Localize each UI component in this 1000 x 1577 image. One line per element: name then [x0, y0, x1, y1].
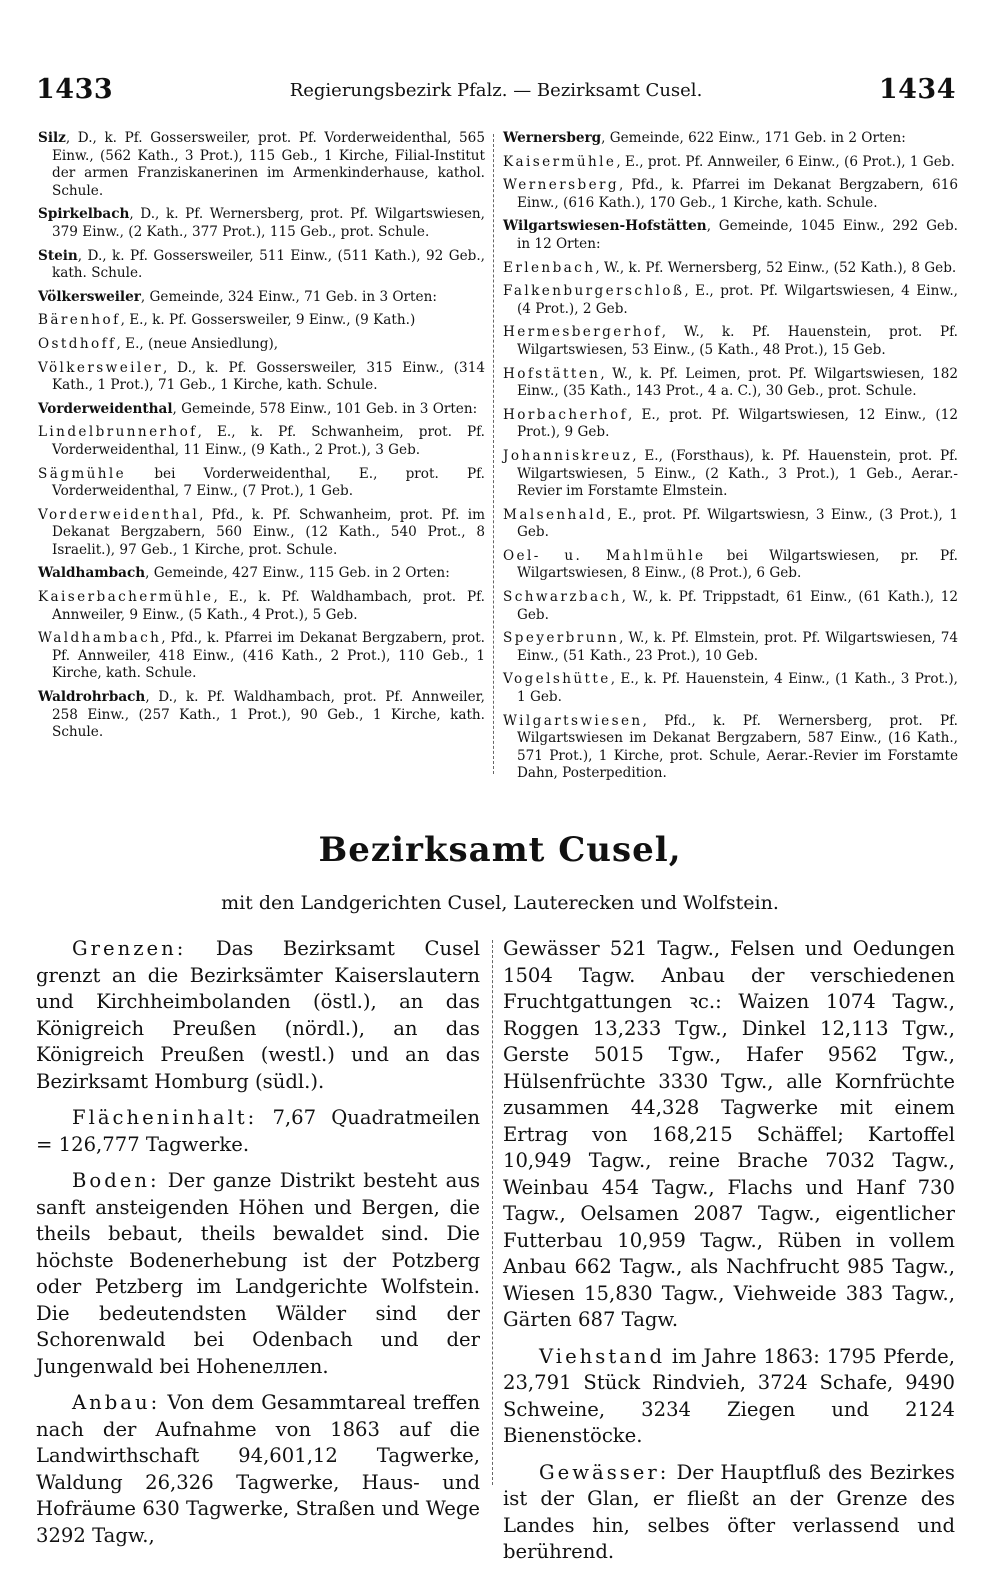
place-name: Wernersberg [503, 177, 620, 194]
gazetteer-entry [503, 448, 958, 501]
paragraph-label: Flächeninhalt: [72, 1106, 258, 1129]
place-name: Lindelbrunnerhof [38, 424, 198, 441]
gazetteer-entry [38, 360, 485, 395]
place-name: Horbacherhof [503, 406, 629, 423]
left-gazetteer-column [38, 130, 485, 748]
entry-details: , Gemeinde, 578 Einw., 101 Geb. in 3 Orten: [172, 400, 478, 417]
entry-details: bei Vorderweidenthal, E., prot. Pf. Vorderweidenthal, 7 Einw., (7 Prot.), 1 Geb. [52, 465, 485, 500]
paragraph-text: Von dem Gesammtareal treffen nach der Aufnahme von 1863 auf die Landwirthschaft 94,601,12 Tagwerke, Waldung 26,326 Tagwerke, Haus- und Hofräume 630 Tagwerke, Straßen und Wege 3292 Tagw., [36, 1391, 480, 1547]
paragraph-text: im Jahre 1863: 1795 Pferde, 23,791 Stück Rindvieh, 3724 Schafe, 9490 Schweine, 3234 Ziegen und 2124 Bienenstöcke. [503, 1344, 955, 1447]
place-name: Völkersweiler [38, 359, 163, 376]
body-paragraph [503, 1344, 955, 1450]
gazetteer-entry [38, 507, 485, 560]
gazetteer-entry [503, 548, 958, 583]
entry-details: , Pfd., k. Pfarrei im Dekanat Bergzabern, 616 Einw., (616 Kath.), 170 Geb., 1 Kirche, kath. Schule. [517, 177, 958, 211]
page-header [36, 74, 956, 114]
gazetteer-entry [503, 671, 958, 706]
place-name: Bärenhof [38, 312, 121, 329]
entry-details: , E., k. Pf. Schwanheim, prot. Pf. Vorderweidenthal, 11 Einw., (9 Kath., 2 Prot.), 3 Geb. [52, 424, 485, 458]
gazetteer-entry [38, 401, 485, 419]
gazetteer-entry [503, 177, 958, 212]
entry-details: , E., prot. Pf. Wilgartswiesn, 3 Einw., (3 Prot.), 1 Geb. [517, 506, 958, 541]
body-paragraph [36, 936, 480, 1095]
entry-details: , E., prot. Pf. Annweiler, 6 Einw., (6 Prot.), 1 Geb. [616, 153, 955, 170]
body-paragraph [36, 1168, 480, 1380]
entry-details: , D., k. Pf. Gossersweiler, 315 Einw., (314 Kath., 1 Prot.), 71 Geb., 1 Kirche, kath. Schule. [52, 359, 485, 394]
gazetteer-entry [38, 689, 485, 742]
gazetteer-entry [503, 366, 958, 401]
section-subtitle: mit den Landgerichten Cusel, Lauterecken und Wolfstein. [221, 892, 779, 914]
gazetteer-entry [38, 630, 485, 683]
gazetteer-entry [503, 260, 958, 278]
gazetteer-entry [38, 289, 485, 307]
paragraph-text: Gewässer 521 Tagw., Felsen und Oedungen 1504 Tagw. Anbau der verschiedenen Fruchtgattungen ꝛc.: Waizen 1074 Tagw., Roggen 13,233 Tgw., Dinkel 12,113 Tgw., Gerste 5015 Tgw., Hafer 9562 Tgw., Hülsenfrüchte 3330 Tgw., alle Kornfrüchte zusammen 44,328 Tagwerke mit einem Ertrag von 168,215 Schäffel; Kartoffel 10,949 Tagw., reine Brache 7032 Tagw., Weinbau 454 Tagw., Flachs und Hanf 730 Tagw., Oelsamen 2087 Tagw., eigentlicher Futterbau 10,959 Tagw., Rüben in vollem Anbau 662 Tagw., als Nachfrucht 985 Tagw., Wiesen 15,830 Tagw., Viehweide 383 Tagw., Gärten 687 Tagw. [503, 937, 955, 1331]
gazetteer-entry [38, 336, 485, 354]
entry-details: , Gemeinde, 1045 Einw., 292 Geb. in 12 Orten: [517, 218, 958, 252]
place-name: Vorderweidenthal [38, 506, 200, 523]
page-number-left: 1433 [36, 74, 114, 105]
entry-details: , W., k. Pf. Trippstadt, 61 Einw., (61 Kath.), 12 Geb. [517, 589, 958, 623]
entry-details: , E., (neue Ansiedlung), [116, 335, 279, 352]
body-column-divider [492, 940, 493, 1485]
gazetteer-entry [503, 630, 958, 665]
gazetteer-entry [503, 130, 958, 148]
place-name: Waldrohrbach [38, 689, 146, 706]
place-name: Speyerbrunn [503, 630, 620, 647]
place-name: Silz [38, 130, 66, 146]
place-name: Schwarzbach [503, 589, 622, 606]
entry-details: , Pfd., k. Pf. Wernersberg, prot. Pf. Wilgartswiesen im Dekanat Bergzabern, 587 Einw., (16 Kath., 571 Prot.), 1 Kirche, prot. Schule, Aerar.-Revier im Forstamte Dahn, Posterpedition. [517, 712, 958, 782]
place-name: Kaiserbachermühle [38, 589, 214, 606]
body-paragraph [36, 1390, 480, 1549]
entry-details: , E., k. Pf. Gossersweiler, 9 Einw., (9 Kath.) [120, 312, 416, 329]
entry-details: , Gemeinde, 324 Einw., 71 Geb. in 3 Orten: [140, 288, 437, 305]
entry-details: , Pfd., k. Pfarrei im Dekanat Bergzabern, prot. Pf. Annweiler, 418 Einw., (416 Kath., 2 Prot.), 110 Geb., 1 Kirche, kath. Schule. [52, 630, 485, 682]
gazetteer-entry [503, 154, 958, 172]
body-paragraph [503, 936, 955, 1334]
entry-details: , E., k. Pf. Hauenstein, 4 Einw., (1 Kath., 3 Prot.), 1 Geb. [517, 671, 958, 706]
paragraph-label: Viehstand [539, 1344, 666, 1368]
entry-details: , E., (Forsthaus), k. Pf. Hauenstein, prot. Pf. Wilgartswiesen, 5 Einw., (2 Kath., 3 Prot.), 1 Geb., Aerar.-Revier im Forstamte Elmstein. [517, 447, 958, 500]
paragraph-text: Der ganze Distrikt besteht aus sanft ansteigenden Höhen und Bergen, die theils bebaut, theils bewaldet sind. Die höchste Bodenerhebung ist der Potzberg oder Petzberg im Landgerichte Wolfstein. Die bedeutendsten Wälder sind der Schorenwald bei Odenbach und der Jungenwald bei Hoheneллen. [36, 1169, 480, 1378]
section-title: Bezirksamt Cusel, [318, 830, 682, 870]
paragraph-label: Anbau: [72, 1391, 161, 1414]
entry-details: , Pfd., k. Pf. Schwanheim, prot. Pf. im Dekanat Bergzabern, 560 Einw., (12 Kath., 540 Prot., 8 Israelit.), 97 Geb., 1 Kirche, prot. Schule. [52, 506, 485, 558]
paragraph-label: Grenzen: [72, 937, 187, 960]
place-name: Wilgartswiesen [503, 712, 643, 729]
place-name: Hermesbergerhof [503, 324, 662, 341]
paragraph-text: 7,67 Quadratmeilen = 126,777 Tagwerke. [36, 1106, 480, 1156]
place-name: Spirkelbach [38, 206, 130, 223]
place-name: Waldhambach [38, 630, 162, 647]
entry-details: bei Wilgartswiesen, pr. Pf. Wilgartswiesen, 8 Einw., (8 Prot.), 6 Geb. [517, 547, 958, 582]
paragraph-text: Der Hauptfluß des Bezirkes ist der Glan, er fließt an der Grenze des Landes hin, selbes öfter verlassend und berührend. [503, 1460, 955, 1563]
entry-details: , D., k. Pf. Gossersweiler, 511 Einw., (511 Kath.), 92 Geb., kath. Schule. [52, 247, 485, 282]
entry-details: , W., k. Pf. Hauenstein, prot. Pf. Wilgartswiesen, 53 Einw., (5 Kath., 48 Prot.), 15 Geb. [517, 324, 958, 358]
gazetteer-entry [503, 507, 958, 542]
gazetteer-entry [38, 312, 485, 330]
place-name: Johanniskreuz [503, 447, 633, 464]
entry-details: , D., k. Pf. Gossersweiler, prot. Pf. Vorderweidenthal, 565 Einw., (562 Kath., 3 Prot.), 115 Geb., 1 Kirche, Filial-Institut der armen Franziskanerinen im Armenkinderhause, kathol. Schule. [52, 130, 485, 199]
gazetteer-entry [38, 565, 485, 583]
page-number-right: 1434 [878, 74, 956, 105]
column-divider [493, 134, 494, 774]
gazetteer-entry [503, 283, 958, 318]
place-name: Vogelshütte [503, 671, 611, 688]
place-name: Erlenbach [503, 259, 596, 276]
place-name: Oel- u. Mahlmühle [503, 547, 706, 564]
gazetteer-entry [38, 130, 485, 200]
gazetteer-entry [38, 424, 485, 459]
body-text-right [503, 936, 955, 1576]
paragraph-label: Gewässer: [539, 1460, 670, 1484]
entry-details: , E., prot. Pf. Wilgartswiesen, 4 Einw., (4 Prot.), 2 Geb. [517, 283, 958, 317]
place-name: Wilgartswiesen-Hofstätten [503, 218, 707, 235]
entry-details: , D., k. Pf. Wernersberg, prot. Pf. Wilgartswiesen, 379 Einw., (2 Kath., 377 Prot.), 115 Geb., prot. Schule. [52, 206, 485, 240]
entry-details: , Gemeinde, 622 Einw., 171 Geb. in 2 Orten: [601, 130, 906, 146]
gazetteer-entry [38, 466, 485, 501]
gazetteer-entry [503, 713, 958, 783]
entry-details: , E., k. Pf. Waldhambach, prot. Pf. Annweiler, 9 Einw., (5 Kath., 4 Prot.), 5 Geb. [52, 589, 485, 623]
entry-details: , E., prot. Pf. Wilgartswiesen, 12 Einw., (12 Prot.), 9 Geb. [517, 406, 958, 441]
body-paragraph [503, 1460, 955, 1566]
place-name: Waldhambach [38, 565, 146, 582]
paragraph-text: Das Bezirksamt Cusel grenzt an die Bezirksämter Kaiserslautern und Kirchheimbolanden (östl.), an das Königreich Preußen (nördl.), an das Königreich Preußen (westl.) und an das Bezirksamt Homburg (südl.). [36, 937, 480, 1093]
place-name: Völkersweiler [38, 288, 141, 305]
place-name: Falkenburgerschloß [503, 283, 685, 300]
gazetteer-entry [38, 589, 485, 624]
gazetteer-entry [503, 407, 958, 442]
entry-details: , Gemeinde, 427 Einw., 115 Geb. in 2 Orten: [145, 565, 450, 582]
entry-details: , W., k. Pf. Leimen, prot. Pf. Wilgartswiesen, 182 Einw., (35 Kath., 143 Prot., 4 a. C.), 30 Geb., prot. Schule. [517, 365, 958, 400]
gazetteer-entry [503, 324, 958, 359]
right-gazetteer-column [503, 130, 958, 789]
gazetteer-entry [38, 206, 485, 241]
paragraph-label: Boden: [72, 1169, 160, 1192]
entry-details: , D., k. Pf. Waldhambach, prot. Pf. Annweiler, 258 Einw., (257 Kath., 1 Prot.), 90 Geb., 1 Kirche, kath. Schule. [52, 689, 485, 741]
entry-details: , W., k. Pf. Wernersberg, 52 Einw., (52 Kath.), 8 Geb. [595, 259, 957, 276]
place-name: Hofstätten [503, 365, 601, 382]
place-name: Stein [38, 247, 78, 264]
place-name: Kaisermühle [503, 153, 617, 170]
gazetteer-entry [38, 248, 485, 283]
place-name: Vorderweidenthal [38, 400, 173, 417]
body-text-left [36, 936, 480, 1559]
place-name: Ostdhoff [38, 335, 117, 352]
place-name: Wernersberg [503, 130, 602, 146]
place-name: Malsenhald [503, 506, 608, 523]
body-paragraph [36, 1105, 480, 1158]
running-title: Regierungsbezirk Pfalz. — Bezirksamt Cusel. [289, 80, 703, 101]
entry-details: , W., k. Pf. Elmstein, prot. Pf. Wilgartswiesen, 74 Einw., (51 Kath., 23 Prot.), 10 Geb. [517, 630, 958, 664]
gazetteer-entry [503, 218, 958, 253]
gazetteer-entry [503, 589, 958, 624]
place-name: Sägmühle [38, 465, 127, 482]
